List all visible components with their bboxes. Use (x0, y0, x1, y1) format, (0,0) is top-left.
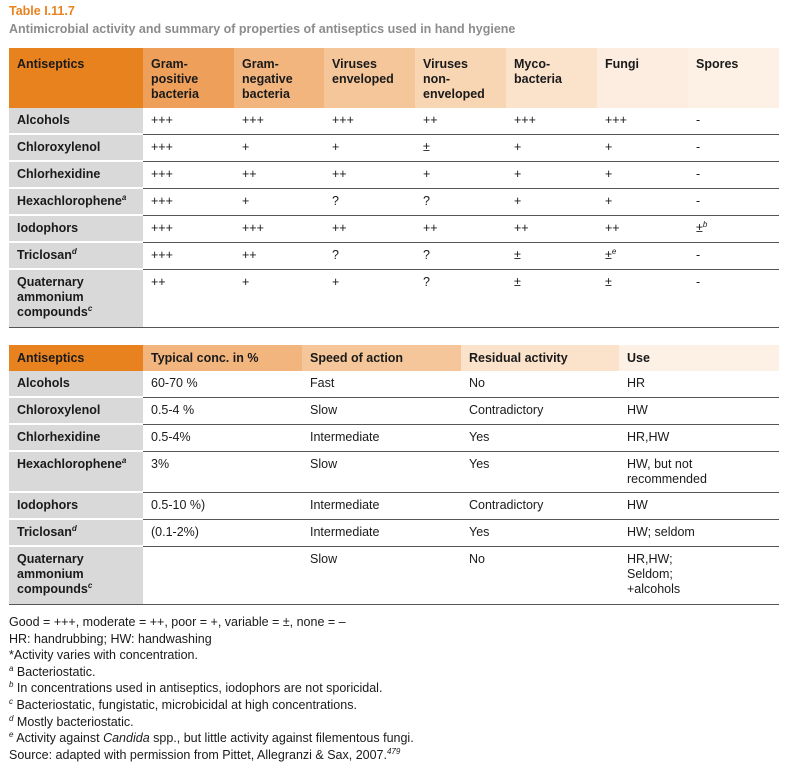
row-label: Iodophors (9, 492, 143, 519)
star-note: *Activity varies with concentration. (9, 648, 198, 663)
table-cell: + (597, 188, 688, 215)
table-cell: +++ (143, 188, 234, 215)
row-label: Quaternary ammonium compounds$^c$ (9, 546, 143, 605)
table-cell: - (688, 161, 779, 188)
table-cell: ++ (415, 215, 506, 242)
row-label: Chlorhexidine (9, 424, 143, 451)
table-cell: ++ (324, 161, 415, 188)
footnote-mark: c (87, 580, 93, 590)
table1-header-antiseptics: Antiseptics (9, 48, 143, 108)
row-label: Iodophors (9, 215, 143, 242)
table-cell: 3% (143, 451, 302, 492)
footnote-mark: e (9, 730, 14, 739)
table-cell: Yes (461, 519, 619, 546)
table-cell: HW (619, 492, 779, 519)
table-cell: + (234, 188, 324, 215)
footnote-mark: c (87, 303, 93, 313)
footnote-mark: a (9, 663, 14, 673)
table-cell: ++ (324, 215, 415, 242)
row-label: Chloroxylenol (9, 134, 143, 161)
table-cell: Yes (461, 451, 619, 492)
table-row (9, 215, 779, 242)
row-label: Alcohols (9, 371, 143, 397)
table-cell: ±$^e$ (597, 242, 688, 269)
row-label: Alcohols (9, 108, 143, 134)
table-cell: + (234, 134, 324, 161)
footnote-d: $^d$ Mostly bacteriostatic. (9, 713, 134, 729)
table-cell: + (506, 188, 597, 215)
footnote-b: $^b$ In concentrations used in antiseptics, iodophors are not sporicidal. (9, 680, 383, 696)
table-cell: Slow (302, 397, 461, 424)
table-cell: + (506, 161, 597, 188)
table-title: Antimicrobial activity and summary of properties of antiseptics used in hand hygiene (9, 22, 516, 36)
table-cell: ++ (234, 161, 324, 188)
antimicrobial-activity-table (9, 48, 779, 328)
table1-header-spores: Spores (688, 48, 779, 108)
table2-header-antiseptics: Antiseptics (9, 345, 143, 371)
table2-header-use: Use (619, 345, 779, 371)
table-cell: ? (324, 242, 415, 269)
footnote-mark: d (71, 246, 77, 256)
row-label: Chlorhexidine (9, 161, 143, 188)
table2-header-row (9, 345, 779, 371)
table-cell: +++ (143, 134, 234, 161)
table-cell: Contradictory (461, 397, 619, 424)
table-cell: ++ (506, 215, 597, 242)
table-cell: 0.5-4% (143, 424, 302, 451)
table-cell: HW, but not recommended (619, 451, 779, 492)
footnote-mark: d (9, 713, 14, 723)
table1-header-viruses-non-enveloped: Viruses non- enveloped (415, 48, 506, 108)
table-cell: HR (619, 371, 779, 397)
table-cell: + (234, 269, 324, 328)
table-cell: HW; seldom (619, 519, 779, 546)
table-cell: + (506, 134, 597, 161)
table-cell: - (688, 108, 779, 134)
table-cell: ++ (234, 242, 324, 269)
table-cell: ± (506, 242, 597, 269)
source-note: Source: adapted with permission from Pittet, Allegranzi & Sax, 2007.$^{479}$ (9, 746, 401, 762)
table-cell: - (688, 242, 779, 269)
source-ref: 479 (386, 746, 401, 756)
table-cell: ? (415, 242, 506, 269)
table2-header-speed: Speed of action (302, 345, 461, 371)
footnote-mark: b (9, 680, 14, 690)
row-label: Quaternary ammonium compounds$^c$ (9, 269, 143, 328)
table-cell: + (597, 161, 688, 188)
table-cell: - (688, 269, 779, 328)
table-cell: 0.5-4 % (143, 397, 302, 424)
table-row (9, 492, 779, 519)
row-label: Triclosan$^d$ (9, 242, 143, 269)
table-cell: +++ (234, 108, 324, 134)
table1-header-gram-positive: Gram- positive bacteria (143, 48, 234, 108)
table-cell: +++ (506, 108, 597, 134)
table-row (9, 397, 779, 424)
table-cell: - (688, 188, 779, 215)
table-cell: ++ (597, 215, 688, 242)
table-cell: HW (619, 397, 779, 424)
table-cell: Intermediate (302, 492, 461, 519)
table-cell: ± (415, 134, 506, 161)
table-cell: + (415, 161, 506, 188)
page (9, 0, 788, 763)
table-cell: Fast (302, 371, 461, 397)
table-cell: No (461, 546, 619, 605)
table-row (9, 161, 779, 188)
table-cell: - (688, 134, 779, 161)
legend-note: Good = +++, moderate = ++, poor = +, variable = ±, none = – (9, 615, 346, 629)
table2-header-residual: Residual activity (461, 345, 619, 371)
table1-header-mycobacteria: Myco- bacteria (506, 48, 597, 108)
footnote-mark: a (121, 192, 127, 202)
table-cell: 60-70 % (143, 371, 302, 397)
table1-header-gram-negative: Gram- negative bacteria (234, 48, 324, 108)
table-cell: Yes (461, 424, 619, 451)
abbrev-note: HR: handrubbing; HW: handwashing (9, 631, 212, 646)
row-label: Triclosan$^d$ (9, 519, 143, 546)
footnote-mark: d (71, 523, 77, 533)
table1-header-fungi: Fungi (597, 48, 688, 108)
table-cell: +++ (143, 161, 234, 188)
table-cell: Slow (302, 451, 461, 492)
table-cell: +++ (234, 215, 324, 242)
table-cell: Intermediate (302, 424, 461, 451)
row-label: Chloroxylenol (9, 397, 143, 424)
table-cell: +++ (143, 215, 234, 242)
footnote-mark: a (121, 455, 127, 465)
table-cell: ++ (143, 269, 234, 328)
table-cell: ±$^b$ (688, 215, 779, 242)
table-row (9, 134, 779, 161)
table-label: Table I.11.7 (9, 4, 75, 18)
table-cell: ± (597, 269, 688, 328)
table-row (9, 269, 779, 328)
table-cell: ± (506, 269, 597, 328)
table-row (9, 546, 779, 605)
footnotes (9, 614, 788, 763)
table-cell: (0.1-2%) (143, 519, 302, 546)
table-cell: 0.5-10 %) (143, 492, 302, 519)
table-cell: HR,HW (619, 424, 779, 451)
row-label: Hexachlorophene$^a$ (9, 451, 143, 492)
table-cell: Intermediate (302, 519, 461, 546)
table-cell (143, 546, 302, 605)
footnote-a: $^a$ Bacteriostatic. (9, 663, 96, 679)
table-cell: + (324, 134, 415, 161)
table-row (9, 451, 779, 492)
table-cell: + (597, 134, 688, 161)
table-cell: ++ (415, 108, 506, 134)
table1-header-viruses-enveloped: Viruses enveloped (324, 48, 415, 108)
table-row (9, 424, 779, 451)
footnote-c: $^c$ Bacteriostatic, fungistatic, microbicidal at high concentrations. (9, 696, 357, 712)
table-cell: +++ (324, 108, 415, 134)
table-cell: Slow (302, 546, 461, 605)
table-cell: HR,HW; Seldom; +alcohols (619, 546, 779, 605)
properties-table (9, 345, 779, 605)
table-cell: ? (415, 269, 506, 328)
table1-header-row (9, 48, 779, 108)
footnote-mark: c (9, 696, 13, 706)
table-row (9, 519, 779, 546)
row-label: Hexachlorophene$^a$ (9, 188, 143, 215)
table-cell: +++ (597, 108, 688, 134)
table-cell: ? (324, 188, 415, 215)
table-row (9, 108, 779, 134)
table-cell: + (324, 269, 415, 328)
table2-header-conc: Typical conc. in % (143, 345, 302, 371)
table-row (9, 188, 779, 215)
table-cell: ? (415, 188, 506, 215)
table-cell: No (461, 371, 619, 397)
footnote-mark: b (702, 219, 708, 229)
table-cell: +++ (143, 242, 234, 269)
footnote-e: $^e$ Activity against Candida spp., but little activity against filementous fungi. (9, 730, 414, 746)
table-row (9, 371, 779, 397)
table-row (9, 242, 779, 269)
table-cell: Contradictory (461, 492, 619, 519)
table-cell: +++ (143, 108, 234, 134)
footnote-mark: e (611, 246, 617, 256)
